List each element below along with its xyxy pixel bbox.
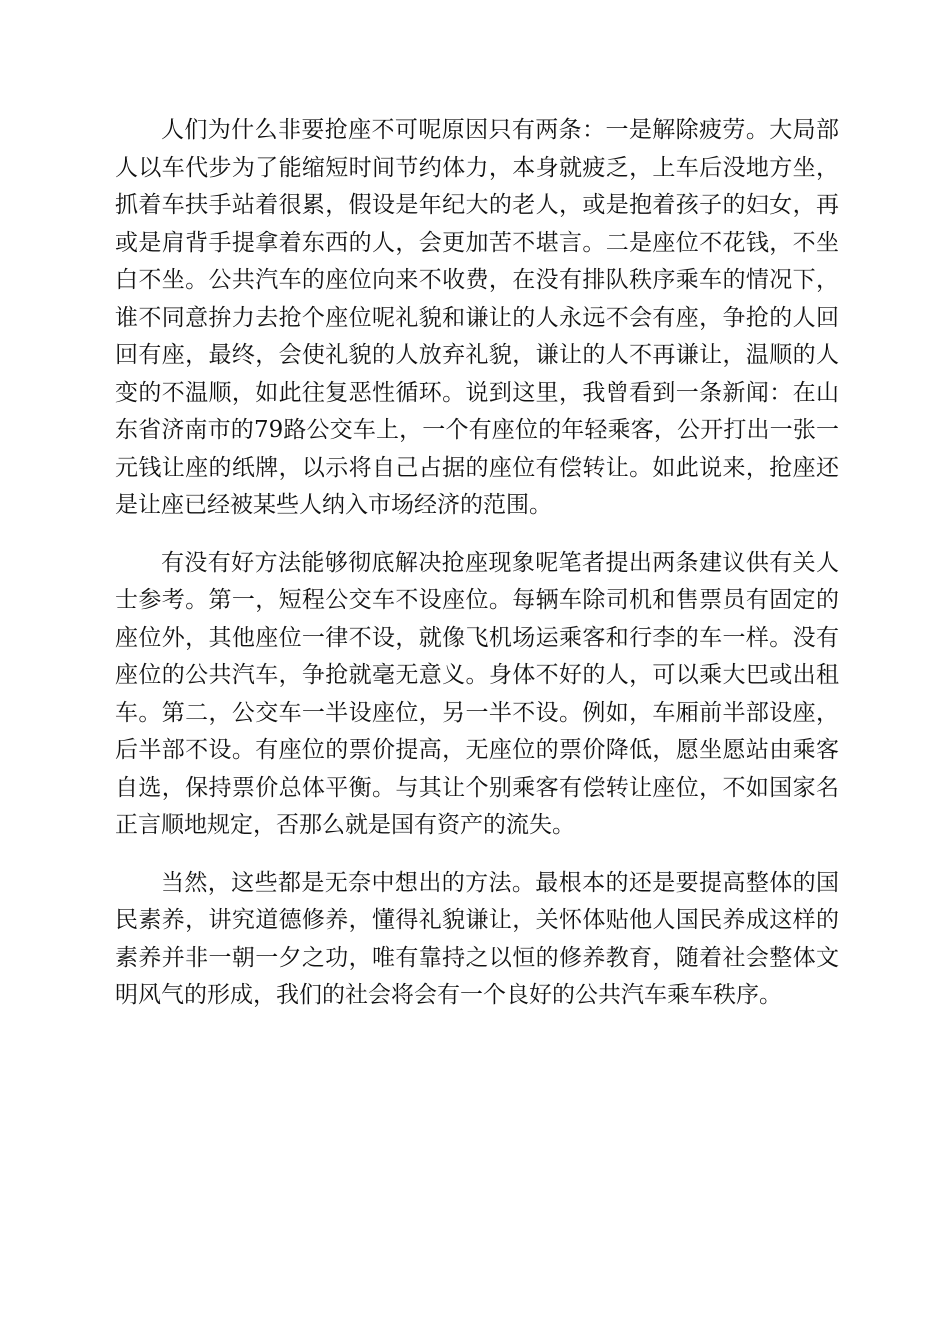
- paragraph-conclusion: 当然，这些都是无奈中想出的方法。最根本的还是要提高整体的国民素养，讲究道德修养，懂得礼貌谦让，关怀体贴他人国民养成这样的素养并非一朝一夕之功，唯有靠持之以恒的修养教育，随着社会整体文明风气的形成，我们的社会将会有一个良好的公共汽车乘车秩序。: [115, 869, 839, 1008]
- paragraph-proposed-solutions: 有没有好方法能够彻底解决抢座现象呢笔者提出两条建议供有关人士参考。第一，短程公交车不设座位。每辆车除司机和售票员有固定的座位外，其他座位一律不设，就像飞机场运乘客和行李的车一样。没有座位的公共汽车，争抢就毫无意义。身体不好的人，可以乘大巴或出租车。第二，公交车一半设座位，另一半不设。例如，车厢前半部设座，后半部不设。有座位的票价提高，无座位的票价降低，愿坐愿站由乘客自选，保持票价总体平衡。与其让个别乘客有偿转让座位，不如国家名正言顺地规定，否那么就是国有资产的流失。: [115, 549, 839, 838]
- paragraph-seat-grabbing-reasons: 人们为什么非要抢座不可呢原因只有两条：一是解除疲劳。大局部人以车代步为了能缩短时间节约体力，本身就疲乏，上车后没地方坐，抓着车扶手站着很累，假设是年纪大的老人，或是抱着孩子的妇女，再或是肩背手提拿着东西的人，会更加苦不堪言。二是座位不花钱，不坐白不坐。公共汽车的座位向来不收费，在没有排队秩序乘车的情况下，谁不同意拚力去抢个座位呢礼貌和谦让的人永远不会有座，争抢的人回回有座，最终，会使礼貌的人放弃礼貌，谦让的人不再谦让，温顺的人变的不温顺，如此往复恶性循环。说到这里，我曾看到一条新闻：在山东省济南市的79路公交车上，一个有座位的年轻乘客，公开打出一张一元钱让座的纸牌，以示将自己占据的座位有偿转让。如此说来，抢座还是让座已经被某些人纳入市场经济的范围。: [115, 117, 839, 518]
- document-page: [115, 112, 839, 1015]
